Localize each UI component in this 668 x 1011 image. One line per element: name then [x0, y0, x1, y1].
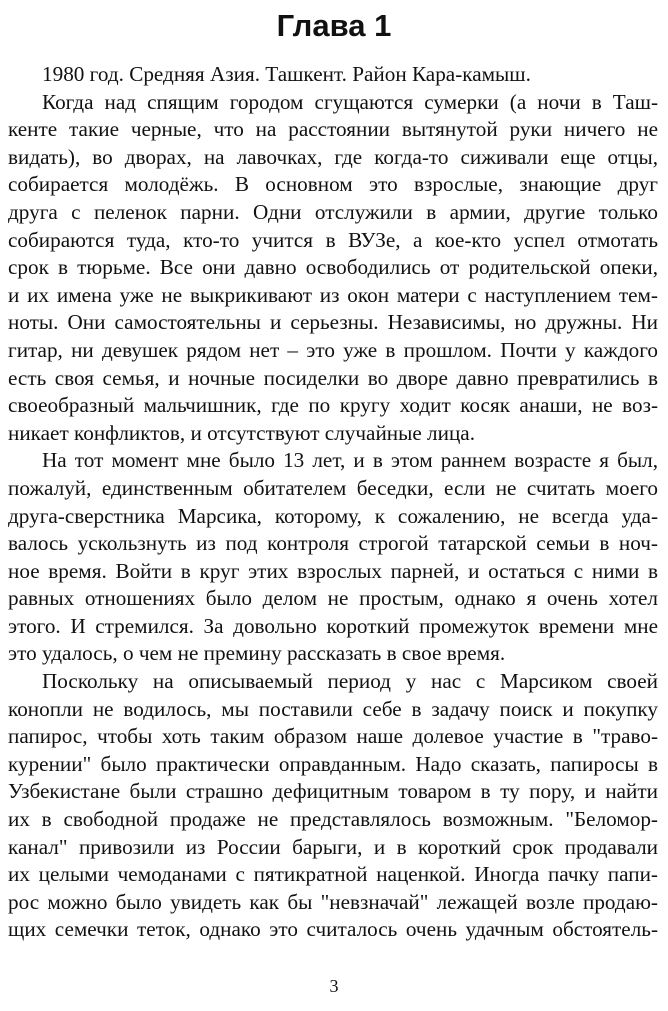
- page-number: 3: [329, 976, 339, 996]
- text-line: видать), во дворах, на лавочках, где когда-то сиживали еще отцы,: [8, 144, 658, 169]
- text-line: ное время. Войти в круг этих взрослых парней, и остаться с ними в: [8, 558, 658, 583]
- text-line: Когда над спящим городом сгущаются сумерки (а ночи в Таш-: [42, 89, 658, 114]
- text-line: 1980 год. Средняя Азия. Ташкент. Район Кара-камыш.: [42, 62, 531, 86]
- text-line: друга-сверстника Марсика, которому, к сожалению, не всегда уда-: [8, 503, 658, 528]
- text-line: срок в тюрьме. Все они давно освободились от родительской опеки,: [8, 255, 658, 280]
- text-line: это удалось, о чем не премину рассказать в свое время.: [8, 641, 506, 666]
- text-line: никает конфликтов, и отсутствуют случайные лица.: [8, 420, 476, 445]
- body-text: [8, 61, 658, 944]
- text-line: равных отношениях было делом не простым, однако я очень хотел: [8, 586, 658, 611]
- text-line: своеобразный мальчишник, где по кругу ходит косяк анаши, не воз-: [8, 393, 658, 418]
- text-line: щих семечки теток, однако это считалось очень удачным обстоятель-: [8, 917, 658, 942]
- text-line: собирается молодёжь. В основном это взрослые, знающие друг: [8, 172, 658, 197]
- text-line: их в свободной продаже не представлялось возможным. "Беломор-: [8, 807, 658, 832]
- text-line: пожалуй, единственным обитателем беседки, если не считать моего: [8, 475, 658, 500]
- text-line: и их имена уже не выкрикивают из окон матери с наступлением тем-: [8, 282, 658, 307]
- text-line: валось ускользнуть из под контроля строгой татарской семьи в ноч-: [8, 531, 658, 556]
- text-line: есть своя семья, и ночные посиделки во дворе давно превратились в: [8, 365, 658, 390]
- text-line: На тот момент мне было 13 лет, и в этом раннем возрасте я был,: [42, 448, 658, 473]
- text-line: Поскольку на описываемый период у нас с Марсиком своей: [42, 669, 658, 694]
- text-line: ноты. Они самостоятельны и серьезны. Независимы, но дружны. Ни: [8, 310, 658, 335]
- text-line: курении" было практически оправданным. Надо сказать, папиросы в: [8, 751, 658, 776]
- text-line: конопли не водилось, мы поставили себе в задачу поиск и покупку: [8, 696, 658, 721]
- text-line: Узбекистане были страшно дефицитным товаром в ту пору, и найти: [8, 779, 658, 804]
- text-line: гитар, ни девушек рядом нет – это уже в прошлом. Почти у каждого: [8, 337, 658, 362]
- text-line: рос можно было увидеть как бы "невзначай" лежащей возле продаю-: [8, 889, 658, 914]
- text-line: этого. И стремился. За довольно короткий промежуток времени мне: [8, 613, 658, 638]
- chapter-title: Глава 1: [276, 8, 392, 43]
- text-line: папирос, чтобы хоть таким образом наше долевое участие в "траво-: [8, 724, 658, 749]
- text-line: друга с пеленок парни. Одни отслужили в армии, другие только: [8, 199, 658, 224]
- text-line: собираются туда, кто-то учится в ВУЗе, а кое-кто успел отмотать: [8, 227, 658, 252]
- text-line: кенте такие черные, что на расстоянии вытянутой руки ничего не: [8, 117, 658, 142]
- text-line: канал" привозили из России барыги, и в короткий срок продавали: [8, 834, 658, 859]
- text-line: их целыми чемоданами с пятикратной наценкой. Иногда пачку папи-: [8, 862, 658, 887]
